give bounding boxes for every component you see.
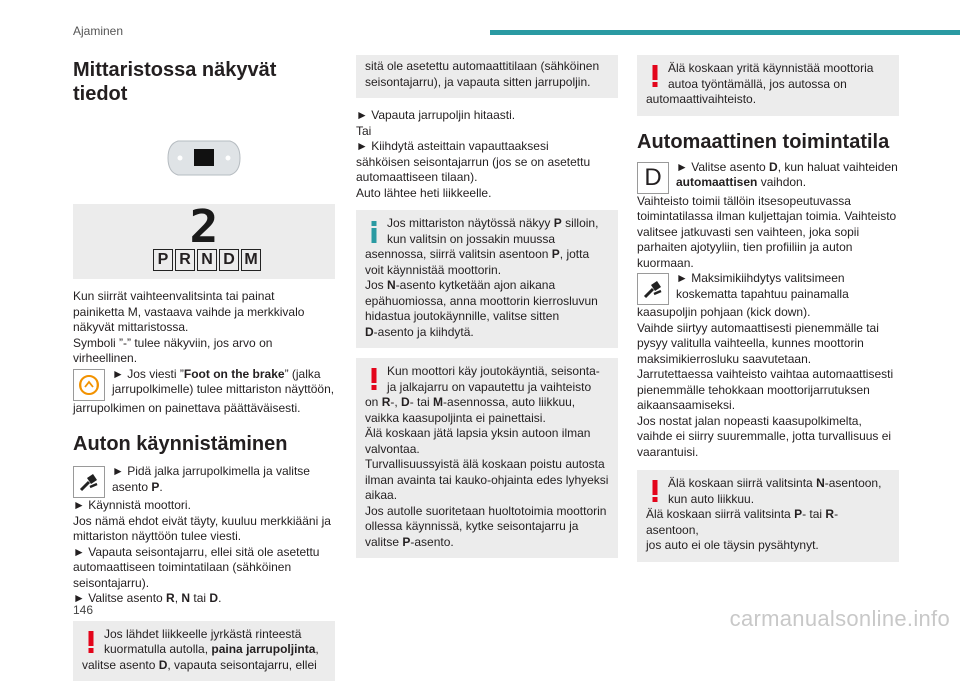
text-segment: asento [112, 480, 151, 494]
warning-box-continued [356, 55, 618, 98]
text-segment: -asennossa, auto liikkuu, [443, 395, 575, 409]
text-segment: -asento kytketään ajon aikana [396, 278, 555, 292]
text-segment: . [218, 591, 221, 605]
text-segment: , vapauta seisontajarru, ellei [167, 658, 316, 672]
text-line: virheellinen. [73, 351, 335, 367]
gear-letter-m: M [241, 249, 261, 271]
emphasis-text: automaattisen [676, 175, 757, 189]
text-line: parhaiten ajotyyliin, tien profiiliin ja auton [637, 240, 899, 256]
warning-box-idle [356, 358, 618, 558]
text-segment: on [365, 395, 382, 409]
gear-code: P [151, 480, 159, 494]
watermark: carmanualsonline.info [730, 606, 950, 632]
gear-code: D [159, 658, 168, 672]
text-segment: -, [390, 395, 401, 409]
text-segment: -asento ja kiihdytä. [374, 325, 474, 339]
warning-icon [82, 631, 100, 653]
page-number: 146 [73, 603, 93, 617]
text-line: Älä koskaan jätä lapsia yksin autoon ilman [365, 426, 609, 442]
text-line: kun valitsin on jossakin muussa [365, 232, 609, 248]
text-line: ► Maksimikiihdytys valitsimeen [637, 271, 899, 287]
text-line: vaarantuisi. [637, 445, 899, 461]
text-segment: asennossa, siirrä valitsin asentoon [365, 247, 552, 261]
text-line: ollessa käynnissä, kytke seisontajarru ja [365, 519, 609, 535]
info-icon [365, 221, 383, 243]
text-line: pysyy valitulla vaihteella, kunnes moottorin [637, 336, 899, 352]
header-accent-bar [490, 30, 960, 35]
gear-code: D [769, 160, 778, 174]
text-segment: Älä koskaan siirrä valitsinta [668, 476, 816, 490]
warning-box-push-start [637, 55, 899, 116]
text-line: Tai [356, 124, 618, 140]
text-segment: -asento. [410, 535, 453, 549]
text-segment: - tai [410, 395, 433, 409]
text-line: automaattiseen tilaan). [356, 170, 618, 186]
select-gear-line [73, 591, 335, 607]
text-line: Kun moottori käy joutokäyntiä, seisonta- [365, 364, 609, 380]
text-line: Auto lähtee heti liikkeelle. [356, 186, 618, 202]
text-line: mittariston näyttöön tulee viesti. [73, 529, 335, 545]
pedal-press-icon [73, 466, 105, 498]
warning-icon [365, 368, 383, 390]
text-segment: ► Valitse asento [73, 591, 166, 605]
text-segment: Jos [365, 278, 387, 292]
text-line: Jos lähdet liikkeelle jyrkästä rinteestä [82, 627, 326, 643]
text-line: ► Vapauta jarrupoljin hitaasti. [356, 108, 618, 124]
text-line: Älä koskaan yritä käynnistää moottoria [646, 61, 890, 77]
text-line: ► Kiihdytä asteittain vapauttaaksesi [356, 139, 618, 155]
text-line: valvontaa. [365, 442, 609, 458]
warning-icon [646, 480, 664, 502]
text-line: painiketta M, vastaava vaihde ja merkkivalo [73, 305, 335, 321]
warning-icon [646, 65, 664, 87]
d-position-icon: D [637, 162, 669, 194]
d-item [637, 160, 899, 194]
text-segment: tai [190, 591, 209, 605]
gear-code: D [209, 591, 218, 605]
warning-box-slope [73, 621, 335, 681]
gear-code: N [816, 476, 825, 490]
gear-letter-n: N [197, 249, 217, 271]
start-item [73, 464, 335, 498]
gear-code: P [794, 507, 802, 521]
gear-letter-d: D [219, 249, 239, 271]
gear-code: R [825, 507, 834, 521]
foot-on-brake-item [73, 367, 335, 417]
warning-box-gear-shift [637, 470, 899, 562]
display-description [73, 289, 335, 367]
text-line: ► Käynnistä moottori. [73, 498, 335, 514]
text-line: aikaa. [365, 488, 609, 504]
text-line: ja jalkajarru on vapautettu ja vaihteisto [365, 380, 609, 396]
text-line: epähuomiossa, anna moottorin kierrosluvun [365, 294, 609, 310]
gear-code: P [402, 535, 410, 549]
text-line: ilman avainta tai kauko-ohjainta edes lyhyeksi [365, 473, 609, 489]
text-line: Symboli ”-” tulee näkyviin, jos arvo on [73, 336, 335, 352]
gear-code: R [166, 591, 175, 605]
text-line: automaattiseen toimintatilaan (sähköinen [73, 560, 335, 576]
release-instructions [356, 108, 618, 201]
text-line: Jos nämä ehdot eivät täyty, kuuluu merkkiääni ja [73, 514, 335, 530]
text-segment: , [315, 642, 318, 656]
text-segment: ► Jos viesti ” [112, 367, 184, 381]
text-line: valitsee jatkuvasti sen vaihteen, joka sopii [637, 225, 899, 241]
gear-code: N [181, 591, 190, 605]
text-line: koskematta tapahtuu painamalla [637, 287, 899, 303]
text-line: ► Vapauta seisontajarru, ellei sitä ole asetettu [73, 545, 335, 561]
text-segment: - tai [802, 507, 825, 521]
text-line: ► Pidä jalka jarrupolkimella ja valitse [73, 464, 335, 480]
text-segment: ” (jalka [285, 367, 321, 381]
kick-down-item [637, 271, 899, 305]
column-1 [73, 55, 335, 681]
text-line: Vaihde siirtyy automaattisesti pienemmälle tai [637, 321, 899, 337]
text-line: Jos nostat jalan nopeasti kaasupolkimelta, [637, 414, 899, 430]
column-2 [356, 55, 618, 558]
text-line: jarrupolkimen on painettava päättäväisesti. [73, 401, 335, 417]
text-line: näkyvät mittaristossa. [73, 320, 335, 336]
text-segment: valitse [365, 535, 402, 549]
text-line: aikaansaamiseksi. [637, 398, 899, 414]
text-line: toimintatilassa ilman kuljettajan toimia. Vaihteisto [637, 209, 899, 225]
instrument-cluster-figure [73, 112, 335, 204]
text-segment: , jotta [560, 247, 589, 261]
gear-code: R [382, 395, 391, 409]
text-line: kaasupoljin pohjaan (kick down). [637, 305, 899, 321]
current-gear-digit: 2 [73, 205, 335, 249]
text-segment: vaihdon. [757, 175, 806, 189]
text-line: sitä ole asetettu automaattitilaan (sähköinen [365, 59, 609, 75]
text-line: vaihde ei siirry suuremmalle, jotta turvallisuus ei [637, 429, 899, 445]
text-line: Turvallisuussyistä älä koskaan poistu autosta [365, 457, 609, 473]
text-line: automaattivaihteisto. [646, 92, 890, 108]
text-segment: , [175, 591, 182, 605]
text-segment: Jos mittariston näytössä näkyy [387, 216, 554, 230]
section-title-automatic-mode: Automaattinen toimintatila [637, 130, 899, 154]
text-line: hidastua joutokäynnille, valitse sitten [365, 309, 609, 325]
text-line: pienemmälle tehokkaan moottorijarrutuksen [637, 383, 899, 399]
gear-code: P [552, 247, 560, 261]
text-segment: ► Valitse asento [676, 160, 769, 174]
text-segment: valitse asento [82, 658, 159, 672]
text-segment: , kun haluat vaihteiden [778, 160, 898, 174]
accelerator-pedal-icon [637, 273, 669, 305]
text-line: Jarrutettaessa vaihteisto vaihtaa automaattisesti [637, 367, 899, 383]
text-segment: . [159, 480, 162, 494]
text-line: Jos autolle suoritetaan huoltotoimia moottorin [365, 504, 609, 520]
text-line: maksimikierrosluku saavutetaan. [637, 352, 899, 368]
text-line: Vaihteisto toimii tällöin itsesopeutuvassa [637, 194, 899, 210]
text-line: jos auto ei ole täysin pysähtynyt. [646, 538, 890, 554]
text-segment: -asentoon, [646, 507, 838, 537]
gear-code: D [365, 325, 374, 339]
instrument-cluster-icon [164, 136, 244, 180]
gear-code: D [401, 395, 410, 409]
gear-code: N [387, 278, 396, 292]
text-segment: silloin, [562, 216, 599, 230]
column-3 [637, 55, 899, 562]
text-line: seisontajarru). [73, 576, 335, 592]
text-line: autoa työntämällä, jos autossa on [646, 77, 890, 93]
gear-indicator-row [153, 249, 261, 271]
gear-display-panel [73, 204, 335, 279]
section-title-display: Mittaristossa näkyvät tiedot [73, 58, 335, 106]
text-segment: kuormatulla autolla, [104, 642, 211, 656]
gear-letter-p: P [153, 249, 173, 271]
text-line: kuormaan. [637, 256, 899, 272]
text-line: Kun siirrät vaihteenvalitsinta tai painat [73, 289, 335, 305]
section-header: Ajaminen [73, 24, 123, 38]
text-line: vaikka kaasupoljinta ei painettaisi. [365, 411, 609, 427]
gear-code: P [554, 216, 562, 230]
text-line: sähköisen seisontajarrun (jos se on asetettu [356, 155, 618, 171]
text-line: voit käynnistää moottorin. [365, 263, 609, 279]
emphasis-text: paina jarrupoljinta [211, 642, 315, 656]
info-box-p-position [356, 210, 618, 348]
brake-pedal-warning-icon [73, 369, 105, 401]
text-segment: Älä koskaan siirrä valitsinta [646, 507, 794, 521]
text-line: jarrupolkimelle) tulee mittariston näyttöön, [73, 382, 335, 398]
text-line: seisontajarru), ja vapauta sitten jarrupoljin. [365, 75, 609, 91]
gear-code: M [433, 395, 443, 409]
foot-on-brake-message: Foot on the brake [184, 367, 285, 381]
section-title-starting: Auton käynnistäminen [73, 432, 335, 456]
gear-letter-r: R [175, 249, 195, 271]
text-line: kun auto liikkuu. [646, 492, 890, 508]
text-segment: -asentoon, [825, 476, 882, 490]
